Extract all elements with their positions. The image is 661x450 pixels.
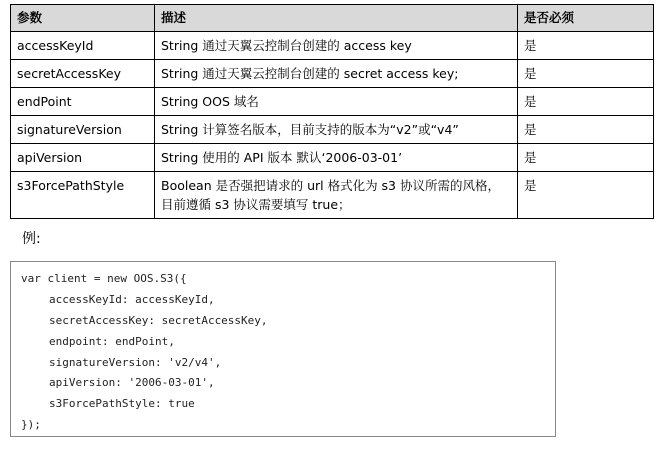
parameters-table [10, 4, 654, 219]
param-description: String 通过天翼云控制台创建的 secret access key; [155, 60, 518, 88]
code-line: apiVersion: '2006-03-01', [49, 376, 215, 390]
param-required: 是 [518, 172, 654, 219]
table-row [11, 60, 654, 88]
param-description: String OOS 域名 [155, 88, 518, 116]
param-name: signatureVersion [11, 116, 155, 144]
param-description: String 通过天翼云控制台创建的 access key [155, 32, 518, 60]
param-name: endPoint [11, 88, 155, 116]
param-required: 是 [518, 116, 654, 144]
code-line: accessKeyId: accessKeyId, [49, 292, 215, 306]
code-line: secretAccessKey: secretAccessKey, [49, 313, 268, 327]
code-line: s3ForcePathStyle: true [49, 397, 195, 411]
code-example [10, 261, 556, 437]
param-name: secretAccessKey [11, 60, 155, 88]
param-required: 是 [518, 60, 654, 88]
header-required: 是否必须 [518, 5, 654, 32]
table-row [11, 88, 654, 116]
code-line: endpoint: endPoint, [49, 334, 175, 348]
param-required: 是 [518, 144, 654, 172]
code-line: }); [21, 418, 41, 432]
example-label: 例: [22, 231, 41, 247]
header-description: 描述 [155, 5, 518, 32]
param-name: accessKeyId [11, 32, 155, 60]
code-line: var client = new OOS.S3({ [21, 272, 187, 285]
param-name: apiVersion [11, 144, 155, 172]
param-description: String 使用的 API 版本 默认‘2006-03-01’ [155, 144, 518, 172]
param-required: 是 [518, 32, 654, 60]
table-row [11, 116, 654, 144]
header-param: 参数 [11, 5, 155, 32]
param-description: Boolean 是否强把请求的 url 格式化为 s3 协议所需的风格，目前遵循 s3 协议需要填写 true； [155, 172, 518, 219]
table-row [11, 144, 654, 172]
param-required: 是 [518, 88, 654, 116]
code-line: signatureVersion: 'v2/v4', [49, 355, 222, 369]
table-row [11, 172, 654, 219]
table-header-row [11, 5, 654, 32]
table-row [11, 32, 654, 60]
param-description: String 计算签名版本，目前支持的版本为“v2”或“v4” [155, 116, 518, 144]
param-name: s3ForcePathStyle [11, 172, 155, 219]
